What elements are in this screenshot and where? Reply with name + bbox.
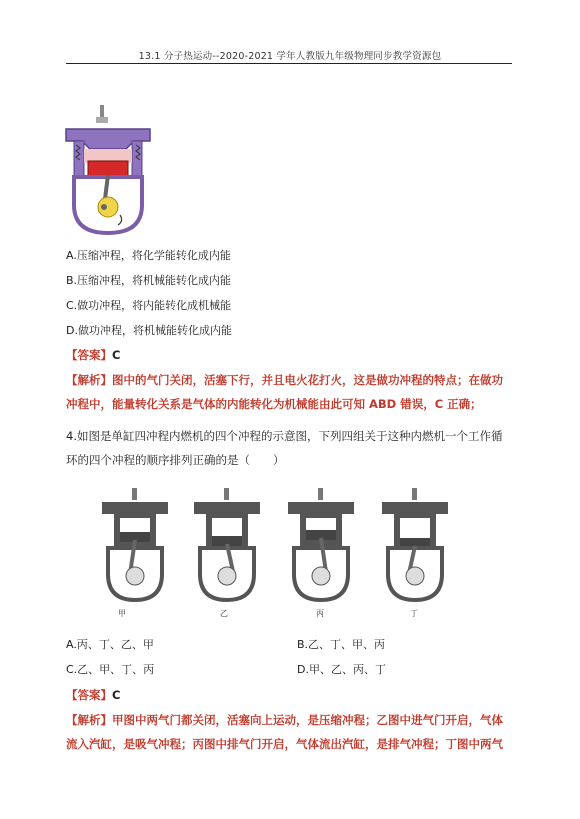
q3-explain-text: 图中的气门关闭，活塞下行，并且电火花打火，这是做功冲程的特点；在做功冲程中，能量转化关系是气体的内能转化为机械能由此可知 ABD 错误，C 正确； (66, 373, 503, 411)
q4-option-b: B.乙、丁、甲、丙 (297, 638, 386, 651)
header-rule (66, 63, 512, 64)
engine-bing (286, 488, 356, 606)
q4-option-d: D.甲、乙、丙、丁 (297, 663, 386, 676)
q3-option-d: D.做功冲程，将机械能转化成内能 (66, 324, 232, 337)
q3-explanation (66, 368, 512, 416)
q3-option-a: A.压缩冲程，将化学能转化成内能 (66, 249, 231, 262)
caption-ding: 丁 (410, 609, 418, 618)
engine-ding (380, 488, 450, 606)
q4-explain-tag: 【解析】 (66, 713, 112, 727)
q3-answer (66, 347, 120, 363)
q4-stem: 4.如图是单缸四冲程内燃机的四个冲程的示意图，下列四组关于这种内燃机一个工作循环的四个冲程的顺序排列正确的是（ ） (66, 429, 503, 467)
q4-option-a: A.丙、丁、乙、甲 (66, 638, 154, 651)
q4-option-c: C.乙、甲、丁、丙 (66, 663, 155, 676)
q4-answer-value: C (112, 688, 121, 702)
q3-answer-value: C (112, 348, 121, 362)
engine-yi (192, 488, 262, 606)
q4-answer-tag: 【答案】 (66, 688, 112, 702)
caption-jia: 甲 (118, 609, 126, 618)
q3-explain-tag: 【解析】 (66, 373, 112, 387)
q4-explanation (66, 708, 512, 756)
four-stroke-figure (100, 488, 430, 620)
page-header: 13.1 分子热运动--2020-2021 学年人教版九年级物理同步教学资源包 (138, 51, 442, 62)
engine-jia (100, 488, 170, 606)
caption-bing: 丙 (316, 609, 324, 618)
q4-answer (66, 687, 120, 703)
q4-explain-text: 甲图中两气门都关闭，活塞向上运动，是压缩冲程；乙图中进气门开启，气体流入汽缸，是吸气冲程；丙图中排气门开启，气体流出汽缸，是排气冲程；丁图中两气 (66, 713, 503, 751)
q3-option-b: B.压缩冲程，将机械能转化成内能 (66, 274, 232, 287)
q3-option-c: C.做功冲程，将内能转化成机械能 (66, 299, 232, 312)
caption-yi: 乙 (220, 609, 228, 618)
engine-stroke-figure (64, 103, 152, 237)
q3-answer-tag: 【答案】 (66, 348, 112, 362)
